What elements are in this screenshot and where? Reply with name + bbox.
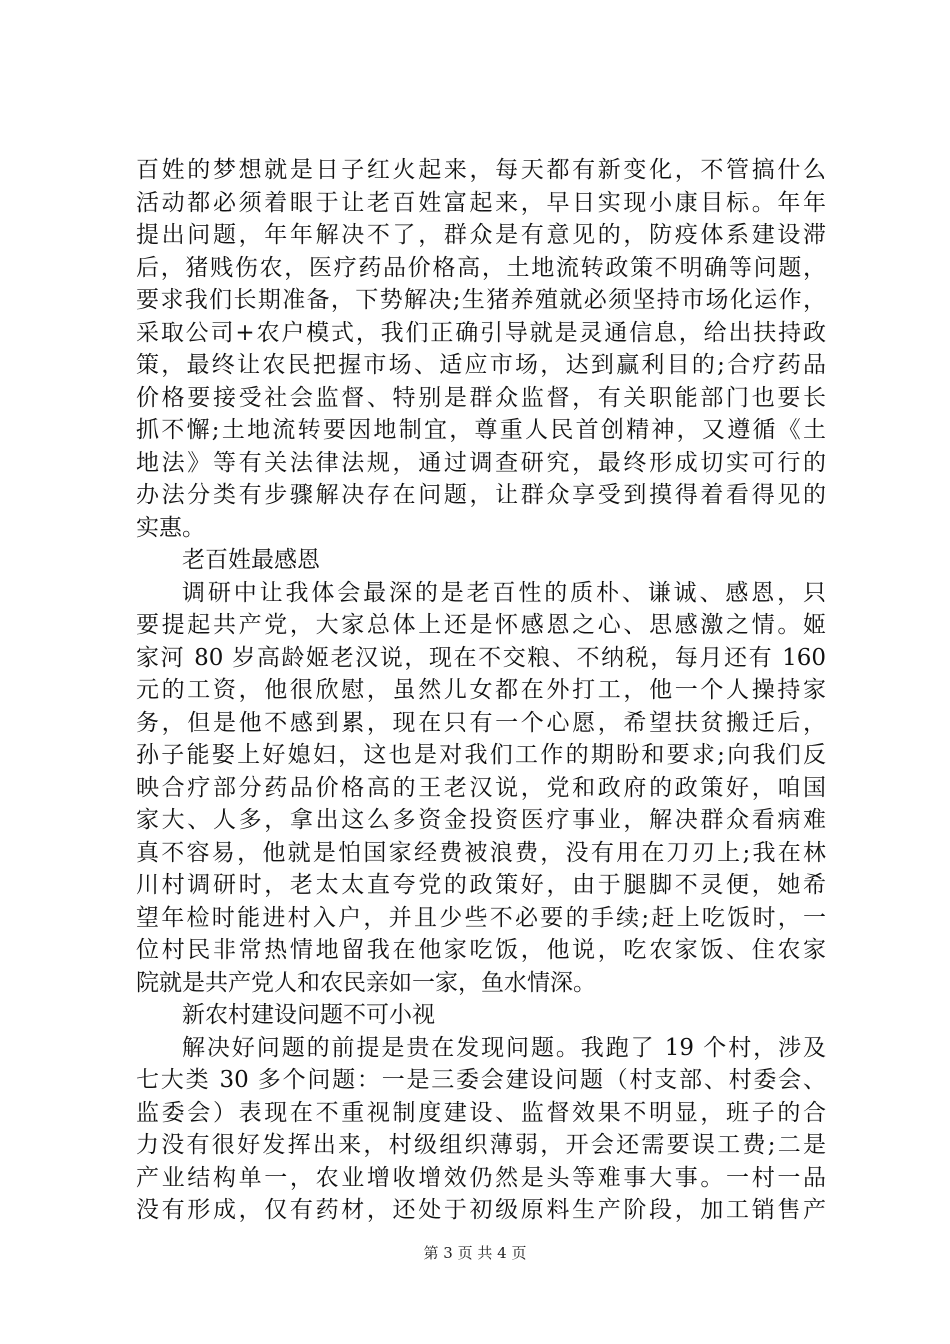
text-line: 地法》等有关法律法规，通过调查研究，最终形成切实可行的	[136, 449, 826, 476]
text-line: 力没有很好发挥出来，村级组织薄弱，开会还需要误工费;二是	[136, 1132, 826, 1158]
text-line: 七大类 30 多个问题：一是三委会建设问题（村支部、村委会、	[136, 1067, 826, 1093]
text-line: 调研中让我体会最深的是老百性的质朴、谦诚、感恩，只	[182, 579, 826, 606]
text-line: 价格要接受社会监督、特别是群众监督，有关职能部门也要长	[136, 384, 826, 411]
text-line: 要提起共产党，大家总体上还是怀感恩之心、思感激之情。姬	[136, 612, 826, 638]
text-line: 采取公司+农户模式，我们正确引导就是灵通信息，给出扶持政	[136, 319, 826, 346]
text-line: 产业结构单一，农业增收增效仍然是头等难事大事。一村一品	[136, 1164, 826, 1191]
text-line: 策，最终让农民把握市场、适应市场，达到赢利目的;合疗药品	[136, 352, 826, 378]
text-line: 抓不懈;土地流转要因地制宜，尊重人民首创精神，又遵循《土	[136, 417, 826, 443]
text-line: 映合疗部分药品价格高的王老汉说，党和政府的政策好，咱国	[136, 774, 826, 801]
text-line: 解决好问题的前提是贵在发现问题。我跑了 19 个村，涉及	[182, 1034, 826, 1061]
text-line: 务，但是他不感到累，现在只有一个心愿，希望扶贫搬迁后，	[136, 709, 826, 736]
text-line: 提出问题，年年解决不了，群众是有意见的，防疫体系建设滞	[136, 222, 826, 248]
text-line: 活动都必须着眼于让老百姓富起来，早日实现小康目标。年年	[136, 189, 826, 216]
document-body	[136, 154, 826, 1227]
text-line: 望年检时能进村入户，并且少些不必要的手续;赶上吃饭时，一	[136, 904, 826, 931]
section-heading: 新农村建设问题不可小视	[182, 1002, 435, 1028]
text-line: 办法分类有步骤解决存在问题，让群众享受到摸得着看得见的	[136, 482, 826, 508]
text-line: 实惠。	[136, 514, 205, 541]
text-line: 孙子能娶上好媳妇，这也是对我们工作的期盼和要求;向我们反	[136, 742, 826, 768]
text-line: 真不容易，他就是怕国家经费被浪费，没有用在刀刃上;我在林	[136, 839, 826, 866]
text-line: 川村调研时，老太太直夸党的政策好，由于腿脚不灵便，她希	[136, 872, 826, 898]
text-line: 后，猪贱伤农，医疗药品价格高，土地流转政策不明确等问题，	[136, 254, 826, 281]
text-line: 院就是共产党人和农民亲如一家，鱼水情深。	[136, 969, 596, 996]
text-line: 要求我们长期准备，下势解决;生猪养殖就必须坚持市场化运作，	[136, 287, 826, 313]
text-line: 家大、人多，拿出这么多资金投资医疗事业，解决群众看病难	[136, 807, 826, 833]
text-line: 位村民非常热情地留我在他家吃饭，他说，吃农家饭、住农家	[136, 937, 826, 963]
section-heading: 老百姓最感恩	[182, 547, 320, 573]
text-line: 百姓的梦想就是日子红火起来，每天都有新变化，不管搞什么	[136, 157, 826, 183]
text-line: 监委会）表现在不重视制度建设、监督效果不明显，班子的合	[136, 1099, 826, 1126]
text-line: 没有形成，仅有药材，还处于初级原料生产阶段，加工销售产	[136, 1197, 826, 1223]
page-footer: 第 3 页 共 4 页	[423, 1244, 527, 1262]
text-line: 家河 80 岁高龄姬老汉说，现在不交粮、不纳税，每月还有 160	[136, 644, 826, 671]
text-line: 元的工资，他很欣慰，虽然儿女都在外打工，他一个人操持家	[136, 677, 826, 703]
